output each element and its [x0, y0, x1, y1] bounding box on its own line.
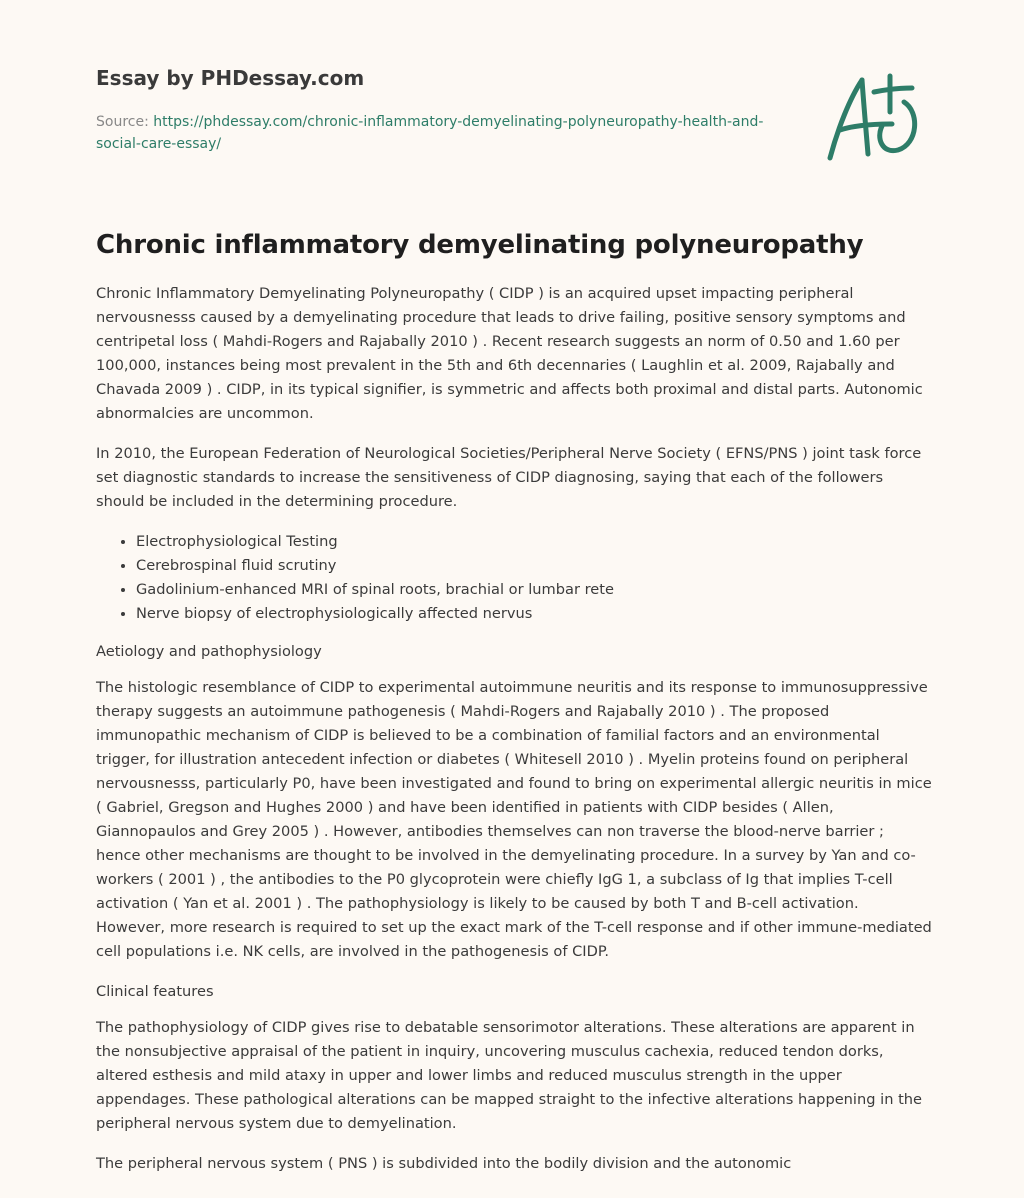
- article: [96, 226, 932, 1192]
- source-link[interactable]: https://phdessay.com/chronic-inflammatory-demyelinating-polyneuropathy-health-and-social-care-essay/: [96, 114, 764, 152]
- list-item: • Nerve biopsy of electrophysiologically affected nervus: [136, 602, 932, 626]
- section-heading-clinical: Clinical features: [96, 983, 214, 1000]
- site-title: Essay by PHDessay.com: [96, 66, 365, 90]
- section-heading-aetiology: Aetiology and pathophysiology: [96, 643, 322, 660]
- paragraph-aetiology: The histologic resemblance of CIDP to experimental autoimmune neuritis and its response to immunosuppressive therapy suggests an autoimmune pathogenesis ( Mahdi-Rogers and Rajabally 2010 ) . The proposed immunopathic mechanism of CIDP is believed to be a combination of familial factors and an environmental trigger, for illustration antecedent infection or diabetes ( Whitesell 2010 ) . Myelin proteins found on peripheral nervousnesss, particularly P0, have been investigated and found to bring on experimental allergic neuritis in mice ( Gabriel, Gregson and Hughes 2000 ) and have been identified in patients with CIDP besides ( Allen, Giannopaulos and Grey 2005 ) . However, antibodies themselves can non traverse the blood-nerve barrier ; hence other mechanisms are thought to be involved in the demyelinating procedure. In a survey by Yan and co-workers ( 2001 ) , the antibodies to the P0 glycoprotein were chiefly IgG 1, a subclass of Ig that implies T-cell activation ( Yan et al. 2001 ) . The pathophysiology is likely to be caused by both T and B-cell activation. However, more research is required to set up the exact mark of the T-cell response and if other immune-mediated cell populations i.e. NK cells, are involved in the pathogenesis of CIDP.: [96, 679, 932, 960]
- paragraph-pns: The peripheral nervous system ( PNS ) is subdivided into the bodily division and the autonomic: [96, 1155, 792, 1172]
- list-item: • Gadolinium-enhanced MRI of spinal roots, brachial or lumbar rete: [136, 578, 932, 602]
- diagnostic-list: [96, 530, 932, 626]
- paragraph-efns: In 2010, the European Federation of Neurological Societies/Peripheral Nerve Society ( EFNS/PNS ) joint task force set diagnostic standards to increase the sensitiveness of CIDP diagnosing, saying that each of the followers should be included in the determining procedure.: [96, 445, 922, 510]
- list-item: • Cerebrospinal fluid scrutiny: [136, 554, 932, 578]
- source-line: [96, 111, 776, 155]
- page-header: [96, 64, 776, 155]
- source-label: Source:: [96, 114, 154, 130]
- list-item: • Electrophysiological Testing: [136, 530, 932, 554]
- article-title: Chronic inflammatory demyelinating polyneuropathy: [96, 230, 864, 260]
- a-plus-logo-icon: [820, 68, 930, 168]
- paragraph-clinical: The pathophysiology of CIDP gives rise to debatable sensorimotor alterations. These alterations are apparent in the nonsubjective appraisal of the patient in inquiry, uncovering musculus cachexia, reduced tendon dorks, altered esthesis and mild ataxy in upper and lower limbs and reduced musculus strength in the upper appendages. These pathological alterations can be mapped straight to the infective alterations happening in the peripheral nervous system due to demyelination.: [96, 1019, 923, 1132]
- paragraph-intro: Chronic Inflammatory Demyelinating Polyneuropathy ( CIDP ) is an acquired upset impacting peripheral nervousnesss caused by a demyelinating procedure that leads to drive failing, positive sensory symptoms and centripetal loss ( Mahdi-Rogers and Rajabally 2010 ) . Recent research suggests an norm of 0.50 and 1.60 per 100,000, instances being most prevalent in the 5th and 6th decennaries ( Laughlin et al. 2009, Rajabally and Chavada 2009 ) . CIDP, in its typical signifier, is symmetric and affects both proximal and distal parts. Autonomic abnormalcies are uncommon.: [96, 285, 923, 422]
